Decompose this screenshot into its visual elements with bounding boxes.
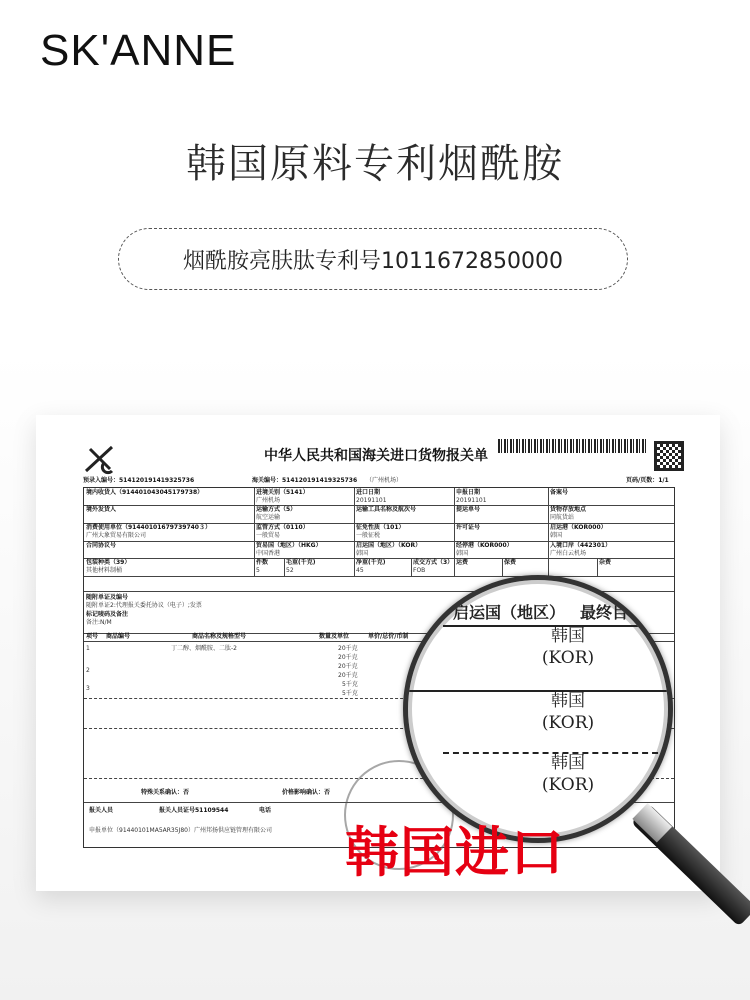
form-cell-label: 包装种类（39） (86, 559, 131, 566)
form-cell-label: 申报日期 (456, 489, 481, 496)
item-qty: 20千克 (338, 645, 358, 652)
form-cell-value: 广州白云机场 (550, 550, 587, 557)
special-relation: 特殊关系确认：否 (141, 789, 190, 796)
form-cell-label: 成交方式（3） (413, 559, 454, 566)
form-cell-label: 杂费 (599, 559, 612, 566)
form-cell-value: 航空运输 (256, 514, 281, 521)
attached-docs-label: 随附单证及编号 (86, 594, 129, 601)
form-cell-value: 45 (356, 567, 364, 574)
item-header: 单价/总价/币制 (368, 633, 409, 640)
item-qty: 20千克 (338, 654, 358, 661)
magnified-code: (KOR) (541, 713, 595, 734)
document-title: 中华人民共和国海关进口货物报关单 (264, 448, 488, 464)
magnified-country: 韩国 (551, 626, 585, 646)
attached-docs-value: 随附单证2:代理报关委托协议（电子）;发票 (86, 602, 202, 609)
form-cell-label: 保费 (504, 559, 517, 566)
magnifier-lens (403, 575, 673, 843)
item-number: 1 (86, 645, 90, 652)
patent-text: 烟酰胺亮肤肽专利号1011672850000 (183, 248, 563, 274)
magnified-country: 韩国 (551, 753, 585, 773)
customs-emblem-icon (82, 441, 118, 475)
magnified-row (408, 752, 668, 796)
form-cell-value: 20191101 (356, 497, 387, 504)
form-cell-value: 同航货站 (550, 514, 575, 521)
magnified-row (408, 625, 668, 669)
form-cell-value: 韩国 (356, 550, 369, 557)
magnified-code: (KOR) (541, 775, 595, 796)
form-cell-value: 52 (286, 567, 294, 574)
item-header: 商品编号 (106, 633, 131, 640)
form-cell-label: 运输工具名称及航次号 (356, 506, 417, 513)
item-header: 商品名称及规格型号 (192, 633, 247, 640)
form-cell-value: 广州机场 (256, 497, 281, 504)
form-cell-label: 经停港（KOR000） (456, 542, 513, 549)
qr-code (654, 441, 684, 471)
form-cell-value: 其他材料制桶 (86, 567, 123, 574)
item-name: 丁二醇、烟酰胺、二肽-2 (171, 645, 237, 652)
item-qty: 20千克 (338, 672, 358, 679)
magnified-header: 启运国（地区） (453, 603, 566, 622)
form-cell-label: 净重(千克) (356, 559, 386, 566)
form-cell-label: 境外发货人 (86, 506, 117, 513)
form-cell-label: 入境口岸（442301） (550, 542, 612, 549)
phone: 电话 (259, 807, 272, 814)
form-cell-label: 境内收货人（914401043045179738） (86, 489, 204, 496)
declaring-unit: 申报单位（91440101MA5AR35J80）广州邦扬供应链管理有限公司 (89, 827, 272, 834)
form-cell-label: 启运港（KOR000） (550, 524, 607, 531)
form-cell-value: 一般征税 (356, 532, 381, 539)
form-cell-value: 中国香港 (256, 550, 281, 557)
form-cell-value: 一般贸易 (256, 532, 281, 539)
barcode (498, 439, 648, 453)
page-count: 页码/页数：1/1 (626, 477, 669, 484)
magnified-row (408, 690, 668, 734)
pre-entry-number: 预录入编号：514120191419325736 (83, 477, 195, 484)
declarant: 报关人员 (89, 807, 114, 814)
form-cell-value: 广州大象贸易有限公司 (86, 532, 147, 539)
form-cell-label: 贸易国（地区）（HKG） (256, 542, 322, 549)
form-cell-label: 启运国（地区）（KOR） (356, 542, 422, 549)
form-cell-label: 货物存放地点 (550, 506, 587, 513)
form-cell-label: 消费使用单位（91440101679739740３） (86, 524, 211, 531)
item-qty: 5千克 (342, 690, 358, 697)
form-cell-value: 5 (256, 567, 260, 574)
form-cell-value: 韩国 (456, 550, 469, 557)
form-cell-label: 进境关别（5141） (256, 489, 309, 496)
form-cell-label: 运输方式（5） (256, 506, 297, 513)
item-header: 数量及单位 (319, 633, 350, 640)
form-cell-label: 提运单号 (456, 506, 481, 513)
price-impact: 价格影响确认：否 (282, 789, 331, 796)
magnified-code: (KOR) (541, 648, 595, 669)
form-cell-label: 监管方式（0110） (256, 524, 309, 531)
item-header: 项号 (86, 633, 99, 640)
form-cell-value: 20191101 (456, 497, 487, 504)
port-note: （广州机场） (366, 477, 403, 484)
declarant-cert: 报关人员证号51109544 (159, 807, 229, 814)
item-number: 2 (86, 667, 90, 674)
page-title: 韩国原料专利烟酰胺 (186, 141, 564, 187)
form-cell-label: 征免性质（101） (356, 524, 405, 531)
magnified-header-2: 最终目 (580, 603, 629, 622)
marks-label: 标记唛码及备注 (86, 611, 129, 618)
form-cell-value: FOB (413, 567, 426, 574)
form-cell-label: 件数 (256, 559, 269, 566)
form-cell-value: 韩国 (550, 532, 563, 539)
form-cell-label: 进口日期 (356, 489, 381, 496)
magnified-country: 韩国 (551, 691, 585, 711)
form-cell-label: 备案号 (550, 489, 569, 496)
brand-logo: SK'ANNE (40, 26, 237, 75)
form-cell-label: 许可证号 (456, 524, 481, 531)
customs-number: 海关编号：514120191419325736 (252, 477, 358, 484)
form-cell-label: 运费 (456, 559, 469, 566)
item-qty: 20千克 (338, 663, 358, 670)
patent-badge (118, 228, 628, 290)
marks-value: 备注:N/M (86, 619, 112, 626)
korea-import-label: 韩国进口 (345, 821, 565, 884)
item-number: 3 (86, 685, 90, 692)
form-cell-label: 合同协议号 (86, 542, 117, 549)
form-cell-label: 毛重(千克) (286, 559, 316, 566)
item-qty: 5千克 (342, 681, 358, 688)
